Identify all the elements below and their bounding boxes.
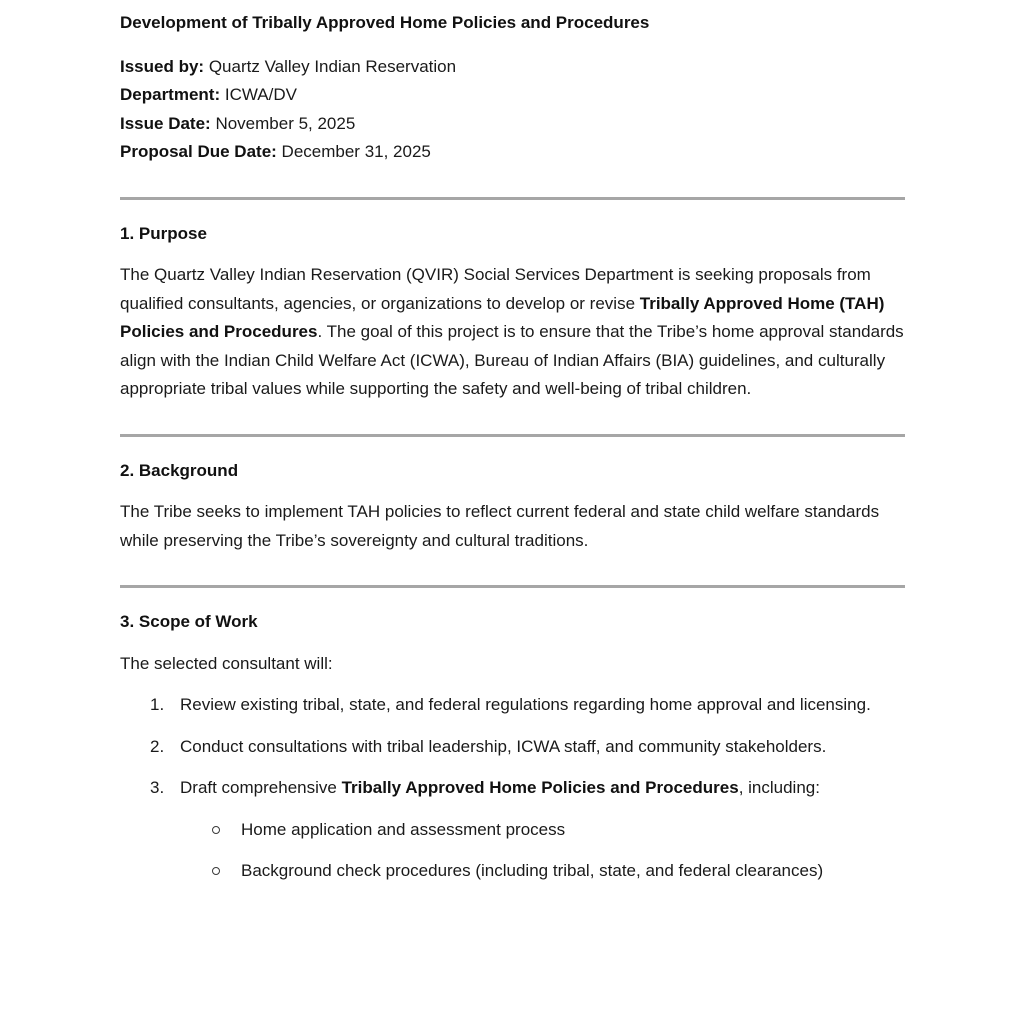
- bullet-box: [212, 857, 241, 886]
- text-segment: , including:: [738, 778, 820, 797]
- section-heading-purpose: 1. Purpose: [120, 223, 207, 243]
- background-paragraph: [120, 498, 905, 555]
- scope-intro-paragraph: The selected consultant will:: [120, 653, 333, 673]
- text-segment: Review existing tribal, state, and federal regulations regarding home approval and licensing.: [180, 695, 871, 714]
- section-divider: [120, 434, 905, 437]
- bullet-box: [212, 816, 241, 845]
- list-item-text: [180, 691, 905, 720]
- sub-list-item: [120, 857, 905, 886]
- text-segment: The Quartz Valley Indian Reservation (QVIR) Social Services Department is seeking proposals from qualified consultants, agencies, or organizations to develop or revise: [120, 265, 871, 313]
- meta-label: Issue Date:: [120, 113, 211, 133]
- sub-list-item-text: Home application and assessment process: [241, 819, 566, 839]
- list-item: [120, 774, 905, 803]
- meta-value: Quartz Valley Indian Reservation: [208, 56, 457, 76]
- sub-list-item-text: Background check procedures (including tribal, state, and federal clearances): [241, 861, 824, 880]
- list-item-text: [180, 774, 905, 803]
- meta-label: Proposal Due Date:: [120, 142, 277, 161]
- scope-numbered-list: [120, 691, 905, 886]
- list-number: 1.: [150, 695, 165, 714]
- circle-bullet-icon: [212, 867, 220, 875]
- meta-line-department: [120, 81, 905, 110]
- meta-label: Department:: [120, 85, 221, 104]
- meta-line-proposal-due-date: [120, 138, 905, 167]
- list-item: [120, 691, 905, 720]
- text-segment: The Tribe seeks to implement TAH policies to reflect current federal and state child welfare standards while preserving the Tribe’s sovereignty and cultural traditions.: [120, 502, 880, 550]
- list-number: 3.: [150, 778, 165, 797]
- list-number: 2.: [150, 736, 165, 756]
- circle-bullet-icon: [212, 826, 220, 834]
- meta-value: November 5, 2025: [215, 113, 356, 133]
- text-segment: Draft comprehensive: [180, 778, 342, 797]
- purpose-paragraph: [120, 261, 905, 404]
- section-divider: [120, 585, 905, 588]
- meta-value: ICWA/DV: [224, 85, 297, 104]
- text-segment-bold: Tribally Approved Home Policies and Procedures: [341, 778, 739, 797]
- meta-value: December 31, 2025: [281, 142, 431, 161]
- meta-line-issued-by: [120, 53, 905, 82]
- section-heading-scope-of-work: 3. Scope of Work: [120, 612, 258, 631]
- list-item-text: [180, 733, 905, 762]
- text-segment-bold: Tribally Approved Home (TAH) Policies and Procedures: [120, 293, 885, 341]
- section-heading-background: 2. Background: [120, 460, 239, 480]
- document-title: Development of Tribally Approved Home Policies and Procedures: [120, 13, 650, 32]
- meta-line-issue-date: [120, 110, 905, 139]
- meta-label: Issued by:: [120, 56, 205, 76]
- list-item: [120, 733, 905, 762]
- section-divider: [120, 197, 905, 200]
- text-segment: . The goal of this project is to ensure that the Tribe’s home approval standards align with the Indian Child Welfare Act (ICWA), Bureau of Indian Affairs (BIA) guidelines, and culturally appropriate tribal values while supporting the safety and well-being of tribal children.: [120, 322, 904, 398]
- meta-block: [120, 53, 905, 167]
- text-segment: Conduct consultations with tribal leadership, ICWA staff, and community stakeholders.: [180, 736, 827, 756]
- sub-list-item: [120, 816, 905, 845]
